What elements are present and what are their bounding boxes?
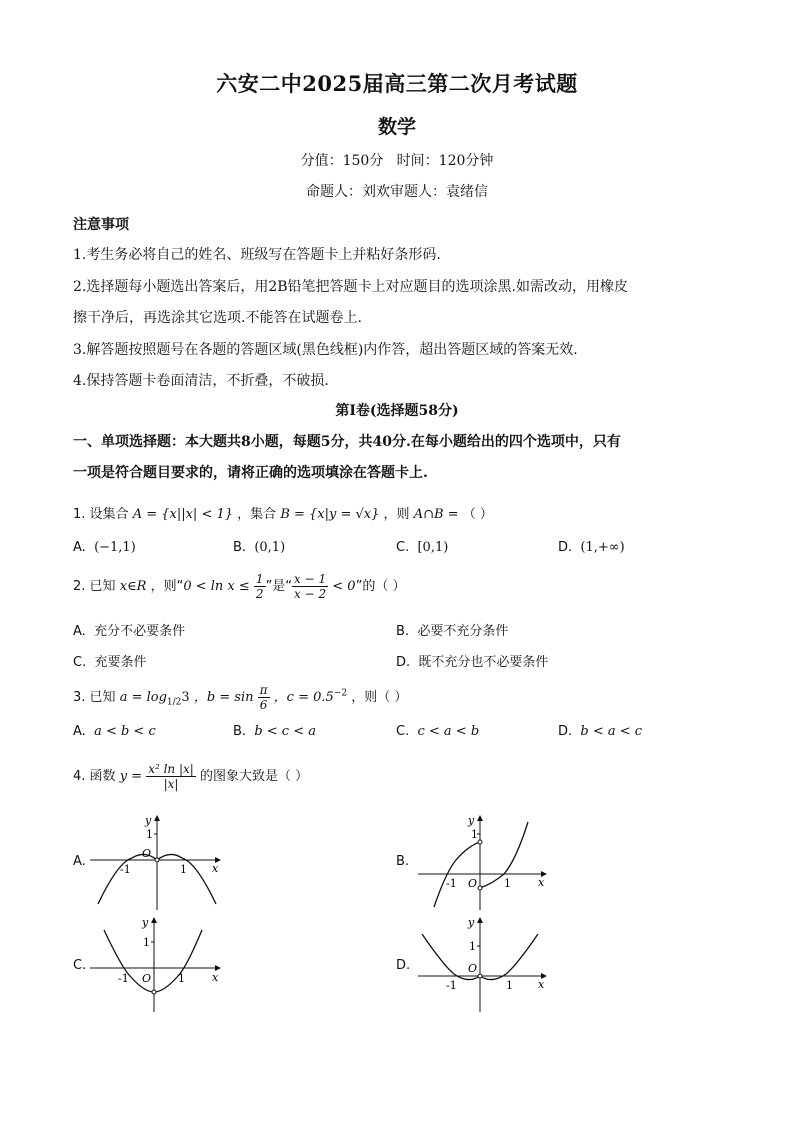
y-label: y	[468, 916, 475, 929]
q4-option-d[interactable]: D.	[396, 958, 411, 973]
q4-graph-d	[416, 914, 556, 1014]
notice-item-4: 4.保持答题卡卷面清洁，不折叠，不破损.	[73, 373, 329, 389]
q4-y-eq: y =	[119, 769, 143, 784]
q3-option-b[interactable]: B. b < c < a	[233, 724, 316, 739]
question-1	[73, 503, 493, 522]
tick-neg: -1	[446, 979, 457, 992]
tick-y: 1	[146, 828, 153, 841]
question-3	[73, 683, 407, 712]
tick-neg: -1	[118, 972, 129, 985]
q3-option-a[interactable]: A. a < b < c	[73, 724, 156, 739]
question-2	[73, 572, 405, 601]
x-label: x	[212, 862, 219, 875]
q3-b-expr: ，b = sin	[193, 690, 254, 705]
q2-fraction-half: $\frac{1}{2}$	[255, 572, 264, 601]
q3-suffix: ，则（ ）	[351, 690, 408, 705]
q2-option-d[interactable]: D. 既不充分也不必要条件	[396, 655, 549, 670]
q2-mid1: ，则“	[150, 579, 184, 594]
q1-paren: （ ）	[462, 507, 493, 522]
tick-y: 1	[143, 936, 150, 949]
q1-option-b[interactable]: B. (0,1)	[233, 540, 286, 555]
origin-label: O	[468, 877, 478, 890]
q2-option-b[interactable]: B. 必要不充分条件	[396, 624, 509, 639]
tick-y: 1	[471, 828, 478, 841]
tick-y: 1	[469, 940, 476, 953]
q1-mid: ，集合	[237, 507, 277, 522]
exam-title: 六安二中2025届高三第二次月考试题	[216, 71, 578, 96]
q2-option-c[interactable]: C. 充要条件	[73, 655, 147, 670]
q2-prefix: 2. 已知	[73, 579, 116, 594]
origin-label: O	[142, 847, 152, 860]
q1-option-a[interactable]: A. (−1,1)	[73, 540, 136, 555]
q3-option-c[interactable]: C. c < a < b	[396, 724, 480, 739]
q1-expr: A∩B =	[413, 507, 459, 522]
q1-option-c[interactable]: C. [0,1)	[396, 540, 449, 555]
section-intro-1: 一、单项选择题：本大题共8小题，每题5分，共40分.在每小题给出的四个选项中，只有	[73, 434, 621, 450]
tick-pos: 1	[506, 979, 513, 992]
tick-neg: -1	[120, 863, 131, 876]
q3-fraction-pi: $\frac{\pi}{6}$	[259, 683, 268, 712]
origin-label: O	[468, 962, 478, 975]
q2-ineq2: < 0	[332, 579, 356, 594]
question-4	[73, 762, 308, 791]
q2-ineq1: 0 < ln x ≤	[183, 579, 250, 594]
q2-cond: x∈R	[119, 579, 147, 594]
tick-pos: 1	[504, 877, 511, 890]
q3-a-base: 1/2	[166, 697, 182, 708]
q2-option-a[interactable]: A. 充分不必要条件	[73, 624, 186, 639]
q1-option-d[interactable]: D. (1,+∞)	[558, 540, 625, 555]
q3-c-exp: −2	[333, 688, 348, 699]
q4-graph-a	[90, 812, 230, 912]
y-label: y	[145, 814, 152, 827]
q2-suffix: ”的（ ）	[355, 579, 406, 594]
score-time: 分值：150分 时间：120分钟	[300, 153, 494, 169]
authors: 命题人：刘欢审题人：袁绪信	[306, 184, 488, 200]
q1-set-a: A = {x||x| < 1}	[132, 507, 234, 522]
y-label: y	[468, 814, 475, 827]
tick-pos: 1	[178, 972, 185, 985]
q2-fraction-x: $\frac{x - 1}{x - 2}$	[294, 572, 327, 601]
section-intro-2: 一项是符合题目要求的，请将正确的选项填涂在答题卡上.	[73, 465, 428, 481]
q3-a-expr: a = log	[119, 690, 167, 705]
q4-graph-b	[416, 812, 556, 912]
q1-set-b: B = {x|y = √x}	[280, 507, 380, 522]
tick-pos: 1	[180, 863, 187, 876]
section-title: 第Ⅰ卷(选择题58分)	[335, 403, 459, 419]
exam-subject: 数学	[377, 116, 416, 138]
q4-graph-c	[90, 914, 230, 1014]
origin-label: O	[142, 972, 152, 985]
q3-prefix: 3. 已知	[73, 690, 116, 705]
x-label: x	[212, 971, 219, 984]
notice-item-2-cont: 擦干净后，再选涂其它选项.不能答在试题卷上.	[73, 310, 362, 326]
q1-suffix: ，则	[383, 507, 410, 522]
q4-option-b[interactable]: B.	[396, 854, 410, 869]
x-label: x	[538, 876, 545, 889]
q3-option-d[interactable]: D. b < a < c	[558, 724, 643, 739]
notice-item-3: 3.解答题按照题号在各题的答题区域(黑色线框)内作答，超出答题区域的答案无效.	[73, 342, 578, 358]
q2-mid2: ”是“	[265, 579, 293, 594]
q3-c-expr: ，c = 0.5	[273, 690, 334, 705]
q1-prefix: 1. 设集合	[73, 507, 129, 522]
open-point	[155, 858, 159, 862]
q4-option-c[interactable]: C.	[73, 958, 87, 973]
q4-option-a[interactable]: A.	[73, 854, 86, 869]
q4-prefix: 4. 函数	[73, 769, 116, 784]
notice-item-1: 1.考生务必将自己的姓名、班级写在答题卡上并粘好条形码.	[73, 247, 441, 263]
q4-function: $\frac{\text{x² ln |x|}}{|x|}$	[148, 762, 194, 791]
tick-neg: -1	[446, 877, 457, 890]
notice-item-2: 2.选择题每小题选出答案后，用2B铅笔把答题卡上对应题目的选项涂黑.如需改动，用橡皮	[73, 279, 629, 295]
q4-suffix: 的图象大致是（ ）	[199, 769, 309, 784]
x-label: x	[538, 978, 545, 991]
q3-a-arg: 3	[181, 690, 190, 705]
y-label: y	[142, 916, 149, 929]
notice-heading: 注意事项	[73, 217, 129, 233]
